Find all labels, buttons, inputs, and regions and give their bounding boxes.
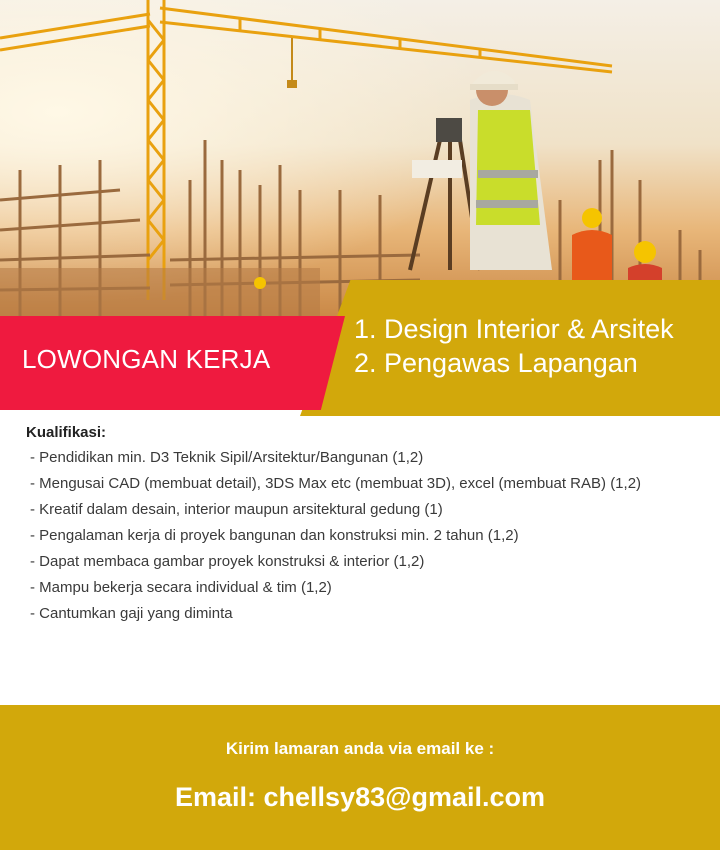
vacancy-label: LOWONGAN KERJA	[22, 344, 271, 374]
qualifications-list	[26, 447, 706, 624]
position-item: 1. Design Interior & Arsitek	[354, 314, 674, 344]
positions-list	[354, 312, 674, 380]
qualification-item: - Cantumkan gaji yang diminta	[30, 605, 233, 622]
apply-instruction: Kirim lamaran anda via email ke :	[225, 739, 495, 758]
qualification-item: - Pendidikan min. D3 Teknik Sipil/Arsitektur/Bangunan (1,2)	[30, 449, 424, 466]
qualification-item: - Kreatif dalam desain, interior maupun arsitektural gedung (1)	[30, 501, 443, 518]
construction-site-illustration	[0, 0, 720, 320]
qualification-item: - Mampu bekerja secara individual & tim (1,2)	[30, 579, 332, 596]
qualification-item: - Dapat membaca gambar proyek konstruksi & interior (1,2)	[30, 553, 425, 570]
qualifications-title: Kualifikasi:	[26, 424, 107, 441]
qualification-item: - Mengusai CAD (membuat detail), 3DS Max etc (membuat 3D), excel (membuat RAB) (1,2)	[30, 475, 642, 492]
hero-photo	[0, 0, 720, 320]
contact-footer	[0, 705, 720, 850]
qualifications-section	[26, 424, 706, 629]
qualification-item: - Pengalaman kerja di proyek bangunan dan konstruksi min. 2 tahun (1,2)	[30, 527, 519, 544]
position-item: 2. Pengawas Lapangan	[354, 348, 638, 378]
contact-email[interactable]: Email: chellsy83@gmail.com	[175, 782, 545, 812]
